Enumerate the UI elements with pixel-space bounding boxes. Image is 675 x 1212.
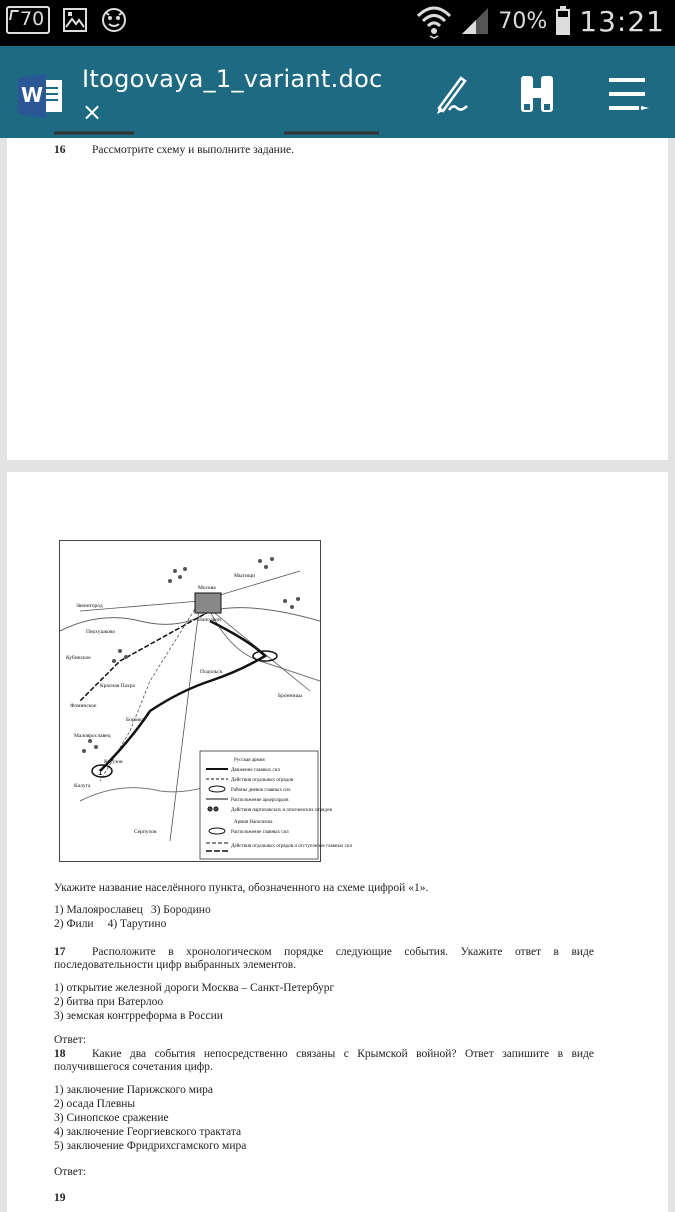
map-label-krasnaya-pakhra: Красная Пахра bbox=[100, 683, 135, 689]
legend-title-russian: Русская армия bbox=[234, 758, 265, 763]
document-page-2 bbox=[7, 472, 668, 1212]
legend-title-french: Армия Наполеона bbox=[234, 820, 273, 825]
question-number: 19 bbox=[54, 1192, 66, 1204]
word-document-icon[interactable] bbox=[18, 74, 64, 118]
signal-icon bbox=[460, 6, 490, 36]
question-number: 18 bbox=[54, 1048, 66, 1060]
close-document-button[interactable]: × bbox=[82, 98, 103, 126]
question-17-item: 2) битва при Ватерлоо bbox=[54, 996, 164, 1008]
map-label-bronnitsy: Бронницы bbox=[278, 693, 303, 699]
question-16-intro bbox=[54, 144, 294, 157]
svg-text:W: W bbox=[21, 83, 44, 107]
question-text: Какие два события непосредственно связаны с Крымской войной? Ответ запишите в виде получившегося сочетания цифр. bbox=[54, 1048, 594, 1073]
question-17-item: 3) земская контрреформа в России bbox=[54, 1010, 223, 1022]
map-label-mytishchi: Мытищи bbox=[234, 573, 256, 579]
image-notification-icon bbox=[62, 7, 88, 33]
question-17 bbox=[54, 946, 594, 972]
wifi-icon bbox=[416, 4, 452, 38]
question-text: Расположите в хронологическом порядке следующие события. Укажите ответ в виде последовательности цифр выбранных элементов. bbox=[54, 946, 594, 971]
status-bar bbox=[0, 0, 675, 46]
map-drawing bbox=[60, 541, 353, 861]
question-18-item: 1) заключение Парижского мира bbox=[54, 1084, 214, 1096]
map-label-kaluga: Калуга bbox=[74, 783, 91, 789]
map-label-kubinskoe: Кубинское bbox=[66, 655, 91, 661]
question-18 bbox=[54, 1048, 594, 1074]
question-18-item: 2) осада Плевны bbox=[54, 1098, 136, 1110]
legend-item: Действия отдельных отрядов bbox=[231, 778, 294, 783]
map-label-podolsk: Подольск bbox=[200, 669, 223, 675]
legend-item: Районы дневок главных сил bbox=[231, 788, 291, 793]
document-page-1 bbox=[7, 138, 668, 460]
answer-label: Ответ: bbox=[54, 1034, 87, 1046]
question-18-item: 3) Синопское сражение bbox=[54, 1112, 169, 1124]
question-19 bbox=[54, 1192, 92, 1205]
legend-item: Действия отдельных отрядов и отступление главных сил bbox=[231, 844, 353, 849]
question-number: 17 bbox=[54, 946, 66, 958]
question-16-options-row-2 bbox=[54, 918, 166, 931]
clock: 13:21 bbox=[579, 4, 665, 38]
map-label-borovsk: Боровск bbox=[126, 717, 146, 723]
map-label-kutuzov: Кутузов bbox=[104, 759, 123, 765]
option: 3) Бородино bbox=[150, 904, 211, 916]
legend-item: Действия партизанских и ополченских отрядов bbox=[231, 808, 332, 813]
map-label-serpukhov: Серпухов bbox=[134, 829, 157, 835]
battery-icon bbox=[555, 6, 571, 36]
cut-off-text-line bbox=[54, 132, 394, 142]
map-label-zvenigorod: Звенигород bbox=[76, 603, 103, 609]
question-17-item: 1) открытие железной дороги Москва – Санкт-Петербург bbox=[54, 982, 335, 994]
menu-icon[interactable] bbox=[603, 70, 651, 118]
map-label-moscow: Москва bbox=[198, 585, 216, 591]
notification-badge: 70 bbox=[6, 6, 50, 34]
document-title: Itogovaya_1_variant.doc bbox=[82, 65, 383, 93]
question-18-item: 5) заключение Фридрихсгамского мира bbox=[54, 1140, 247, 1152]
map-label-perkhushkovo: Перхушково bbox=[86, 629, 116, 635]
question-text: Рассмотрите схему и выполните задание. bbox=[92, 144, 294, 156]
legend-item: Движение главных сил bbox=[231, 768, 280, 773]
historical-map bbox=[59, 540, 353, 862]
question-18-item: 4) заключение Георгиевского трактата bbox=[54, 1126, 242, 1138]
binoculars-search-icon[interactable] bbox=[513, 70, 561, 118]
app-bar bbox=[0, 46, 675, 138]
app-notification-icon bbox=[100, 6, 128, 34]
map-label-fominskoe: Фоминское bbox=[70, 703, 97, 709]
question-16-prompt: Укажите название населённого пункта, обозначенного на схеме цифрой «1». bbox=[54, 882, 429, 894]
option: 2) Фили bbox=[54, 918, 94, 930]
option: 1) Малоярославец bbox=[54, 904, 143, 916]
legend-item: Расположение арьергардов bbox=[231, 798, 289, 803]
option: 4) Тарутино bbox=[107, 918, 167, 930]
svg-text:1: 1 bbox=[98, 768, 103, 777]
edit-pen-icon[interactable] bbox=[427, 70, 475, 118]
map-label-napoleon: Наполеон bbox=[198, 617, 221, 623]
map-label-maloyaroslavets: Малоярославец bbox=[74, 733, 111, 739]
battery-percent: 70% bbox=[498, 8, 548, 34]
answer-label-2: Ответ: bbox=[54, 1166, 87, 1178]
question-number: 16 bbox=[54, 144, 66, 156]
legend-item: Расположение главных сил bbox=[231, 830, 289, 835]
question-16-options-row-1 bbox=[54, 904, 211, 917]
